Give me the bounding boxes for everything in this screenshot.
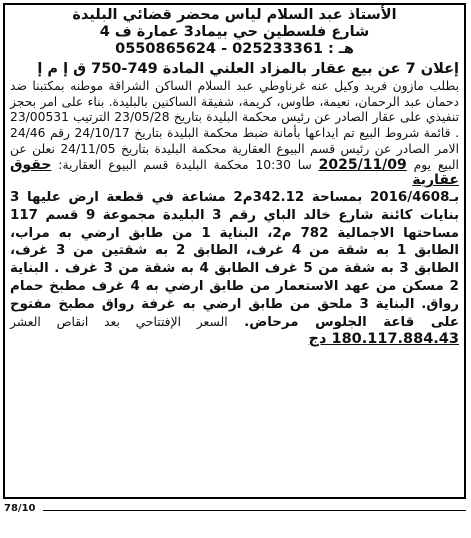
- sale-date: 2025/11/09: [318, 156, 407, 173]
- reference-number: 78/10: [4, 503, 38, 514]
- opening-price: 180.117.884.43 دج: [308, 331, 459, 348]
- bailiff-name: الأستاذ عبد السلام لياس محضر قضائي البليدة: [72, 7, 397, 23]
- property-text: بـ2016/4608 بمساحة 342.12م2 مشاعة في قطعة ارض عليها 3 بنايات كائنة شارع خالد الباي رقم 3 البليدة مجموعة 9 قسم 117 مساحتها الاجمالية 782 م2، البناية 1 من طابق ارضي به مراب، الطابق 1 به شقة من 4 غرف، الطابق 2 به شقتين من 3 غرف، الطابق 3 به شقة من 5 غرف الطابق 4 به شقة من 3 غرف . البناية 2 مسكن من عهد الاستعمار من طابق ارضي به 4 غرف مطبخ حمام رواق. البناية 3 ملحق من طابق ارضي به غرفة رواق مطبخ مفتوح على قاعة الجلوس مرحاض.: [10, 189, 460, 330]
- notice-body: [10, 79, 459, 189]
- notice-footer: [3, 503, 466, 517]
- notice-intro: بطلب مازون فريد وكيل عنه غرناوطي عبد السلام الساكن الشراقة موطنه بمكتبنا ضد دحمان عبد الرحمان، نعيمة، طاوس، كريمة، شفيقة الساكنين بالبليدة. بناء على امر بحجز تنفيذي على عقار الصادر عن رئيس محكمة البليدة بتاريخ 23/05/28 الترتيب 23/00531 . قائمة شروط البيع تم ايداعها بأمانة ضبط محكمة البليدة بتاريخ 24/10/17 رقم 24/46 الامر الصادر عن رئيس قسم البيوع العقارية محكمة البليدة بتاريخ 24/11/05 نعلن عن البيع يوم: [10, 79, 459, 172]
- notice-title: إعلان 7 عن بيع عقار بالمزاد العلني المادة 749-750 ق إ م إ: [37, 61, 459, 77]
- bailiff-phone: هـ : 025233361 - 0550865624: [115, 41, 354, 57]
- property-description: [10, 189, 459, 349]
- price-intro: السعر الإفتتاحي بعد انقاص العشر: [10, 314, 228, 329]
- auction-notice: [3, 3, 466, 499]
- sale-time-court: سا 10:30 محكمة البليدة قسم البيوع العقارية:: [58, 157, 312, 172]
- bailiff-address: 4 شارع فلسطين حي بيماد3 عمارة ف: [99, 24, 370, 40]
- bailiff-header: [10, 7, 459, 58]
- footer-rule: [43, 510, 466, 511]
- rights-label: حقوق عقارية: [10, 156, 459, 189]
